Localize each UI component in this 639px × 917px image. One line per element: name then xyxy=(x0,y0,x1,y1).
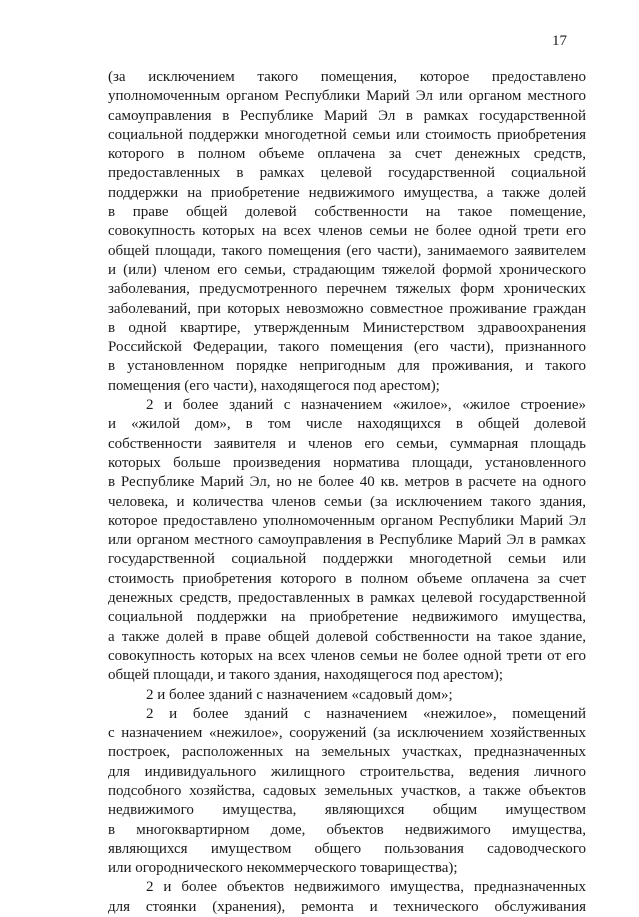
text-line: с назначением «нежилое», сооружений (за исключением хозяйственных xyxy=(108,725,586,742)
text-line: в установленном порядке непригодным для проживания, и такого xyxy=(108,358,586,375)
text-line: в многоквартирном доме, объектов недвижимого имущества, xyxy=(108,821,586,838)
text-line: поддержки на приобретение недвижимого имущества, а также долей xyxy=(108,184,586,201)
text-line: 2 и более зданий с назначением «нежилое», помещений xyxy=(146,705,586,722)
text-line: построек, расположенных на земельных участках, предназначенных xyxy=(108,744,586,761)
text-line: (за исключением такого помещения, которое предоставлено xyxy=(108,69,586,85)
text-line: 2 и более зданий с назначением «жилое», «жилое строение» xyxy=(146,397,586,414)
text-line: общей площади, такого помещения (его части), занимаемого заявителем xyxy=(108,242,586,259)
text-line: предоставленных в рамках целевой государственной социальной xyxy=(108,165,586,182)
text-line: человека, и количества членов семьи (за исключением такого здания, xyxy=(108,493,586,510)
text-line: 2 и более зданий с назначением «садовый дом»; xyxy=(146,686,453,703)
text-line: социальной поддержки на приобретение недвижимого имущества, xyxy=(108,609,586,626)
document-body xyxy=(108,68,586,917)
text-line: а также долей в праве общей долевой собственности на такое здание, xyxy=(108,628,586,645)
text-line: которое предоставлено уполномоченным органом Республики Марий Эл xyxy=(108,512,586,529)
text-line: являющихся имуществом общего пользования садоводческого xyxy=(108,840,586,857)
text-line: самоуправления в Республике Марий Эл в рамках государственной xyxy=(108,107,586,124)
text-line: в Республике Марий Эл, но не более 40 кв. метров в расчете на одного xyxy=(108,474,586,491)
text-line: которых больше произведения норматива площади, установленного xyxy=(108,454,586,471)
text-line: в праве общей долевой собственности на такое помещение, xyxy=(108,204,586,221)
text-line: государственной социальной поддержки многодетной семьи или xyxy=(108,551,586,568)
text-line: Российской Федерации, такого помещения (его части), признанного xyxy=(108,339,586,356)
text-line: общей площади, и такого здания, находящегося под арестом); xyxy=(108,667,504,684)
text-line: или органом местного самоуправления в Республике Марий Эл в рамках xyxy=(108,532,586,549)
text-line: подсобного хозяйства, садовых земельных участков, а также объектов xyxy=(108,782,586,799)
text-line: совокупность которых на всех членов семьи не более одной трети от его xyxy=(108,647,586,664)
text-line: помещения (его части), находящегося под арестом); xyxy=(108,377,440,394)
text-line: заболеваний, при которых невозможно совместное проживание граждан xyxy=(108,300,586,317)
page-number: 17 xyxy=(552,33,567,49)
text-line: заболевания, предусмотренного перечнем тяжелых форм хронических xyxy=(108,281,586,298)
text-line: совокупность которых на всех членов семьи не более одной трети его xyxy=(108,223,586,240)
text-line: недвижимого имущества, являющихся общим имуществом xyxy=(108,802,586,819)
text-line: или огороднического некоммерческого товарищества); xyxy=(108,860,458,877)
text-line: денежных средств, предоставленных в рамках целевой государственной xyxy=(108,590,586,607)
text-line: стоимость приобретения которого в полном объеме оплачена за счет xyxy=(108,570,586,587)
text-line: собственности заявителя и членов его семьи, суммарная площадь xyxy=(108,435,586,452)
text-line: и «жилой дом», в том числе находящихся в общей долевой xyxy=(108,416,586,433)
text-line: 2 и более объектов недвижимого имущества, предназначенных xyxy=(146,879,586,896)
text-line: уполномоченным органом Республики Марий Эл или органом местного xyxy=(108,88,586,105)
text-line: для стоянки (хранения), ремонта и технического обслуживания xyxy=(108,898,586,915)
text-line: которого в полном объеме оплачена за счет денежных средств, xyxy=(108,146,586,163)
text-line: в одной квартире, утвержденным Министерством здравоохранения xyxy=(108,319,586,336)
text-line: для индивидуального жилищного строительства, ведения личного xyxy=(108,763,586,780)
text-line: и (или) членом его семьи, страдающим тяжелой формой хронического xyxy=(108,261,586,278)
text-line: социальной поддержки многодетной семьи или стоимость приобретения xyxy=(108,126,586,143)
